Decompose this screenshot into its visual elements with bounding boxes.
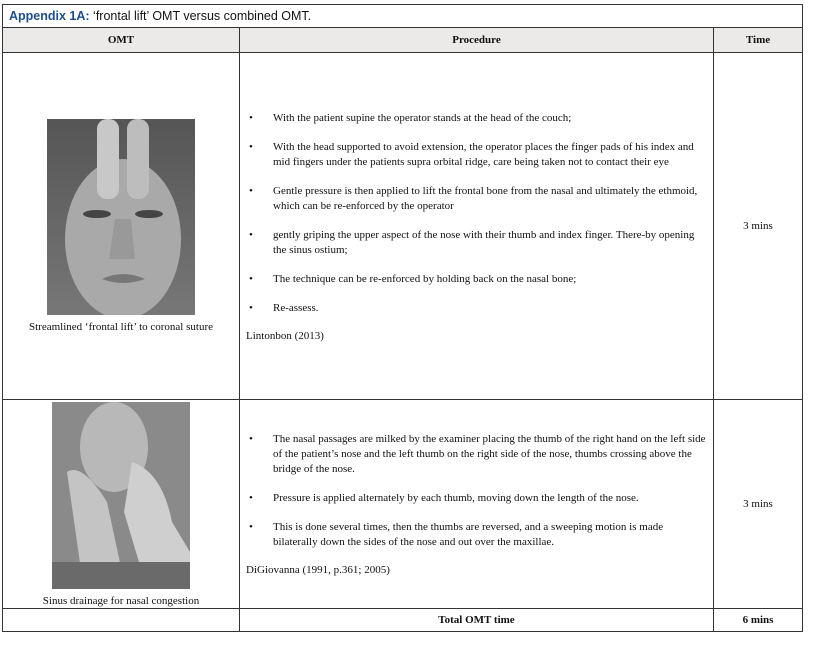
total-row: [3, 609, 802, 631]
procedure-step: • Re-assess.: [273, 301, 707, 316]
time-cell: 3 mins: [714, 400, 803, 609]
omt-caption: Streamlined ‘frontal lift’ to coronal suture: [29, 321, 213, 333]
omt-caption: Sinus drainage for nasal congestion: [42, 594, 200, 607]
appendix-table: [2, 4, 803, 632]
frontal-lift-photo: [47, 119, 195, 315]
total-time: 6 mins: [714, 609, 803, 631]
procedure-cell: [240, 400, 714, 609]
procedure-cell: [240, 53, 714, 400]
procedure-step: • gently griping the upper aspect of the nose with their thumb and index finger. There-by opening the sinus ostium;: [273, 228, 707, 258]
empty-cell: [3, 609, 240, 631]
title-label: Appendix 1A:: [9, 9, 90, 23]
procedure-reference: Lintonbon (2013): [246, 329, 324, 342]
header-time: Time: [714, 28, 803, 53]
procedure-step: • Gentle pressure is then applied to lift the frontal bone from the nasal and ultimately the ethmoid, which can be re-enforced by the operator: [273, 184, 707, 214]
table-row: [3, 400, 802, 609]
procedure-reference: DiGiovanna (1991, p.361; 2005): [246, 564, 390, 576]
table-row: [3, 53, 802, 400]
procedure-step: • With the head supported to avoid extension, the operator places the finger pads of his index and mid fingers under the patients supra orbital ridge, care being taken not to contact their eye: [273, 140, 707, 170]
title-text: ‘frontal lift’ OMT versus combined OMT.: [89, 9, 312, 23]
time-cell: 3 mins: [714, 53, 803, 400]
sinus-drainage-photo: [52, 402, 190, 589]
procedure-step: • This is done several times, then the thumbs are reversed, and a sweeping motion is made bilaterally down the sides of the nose and out over the maxillae.: [273, 520, 707, 550]
header-procedure: Procedure: [240, 28, 714, 53]
procedure-step: • With the patient supine the operator stands at the head of the couch;: [273, 111, 707, 126]
header-omt: OMT: [3, 28, 240, 53]
total-label: Total OMT time: [240, 609, 714, 631]
procedure-step: • Pressure is applied alternately by each thumb, moving down the length of the nose.: [273, 491, 707, 506]
omt-cell: [3, 400, 240, 609]
procedure-step: • The technique can be re-enforced by holding back on the nasal bone;: [273, 272, 707, 287]
procedure-step: • The nasal passages are milked by the examiner placing the thumb of the right hand on the left side of the patient’s nose and the left thumb on the right side of the nose, thumbs crossing above the bridge of the nose.: [273, 432, 707, 477]
omt-cell: [3, 53, 240, 400]
header-row: [3, 28, 802, 53]
table-title: [3, 5, 802, 28]
